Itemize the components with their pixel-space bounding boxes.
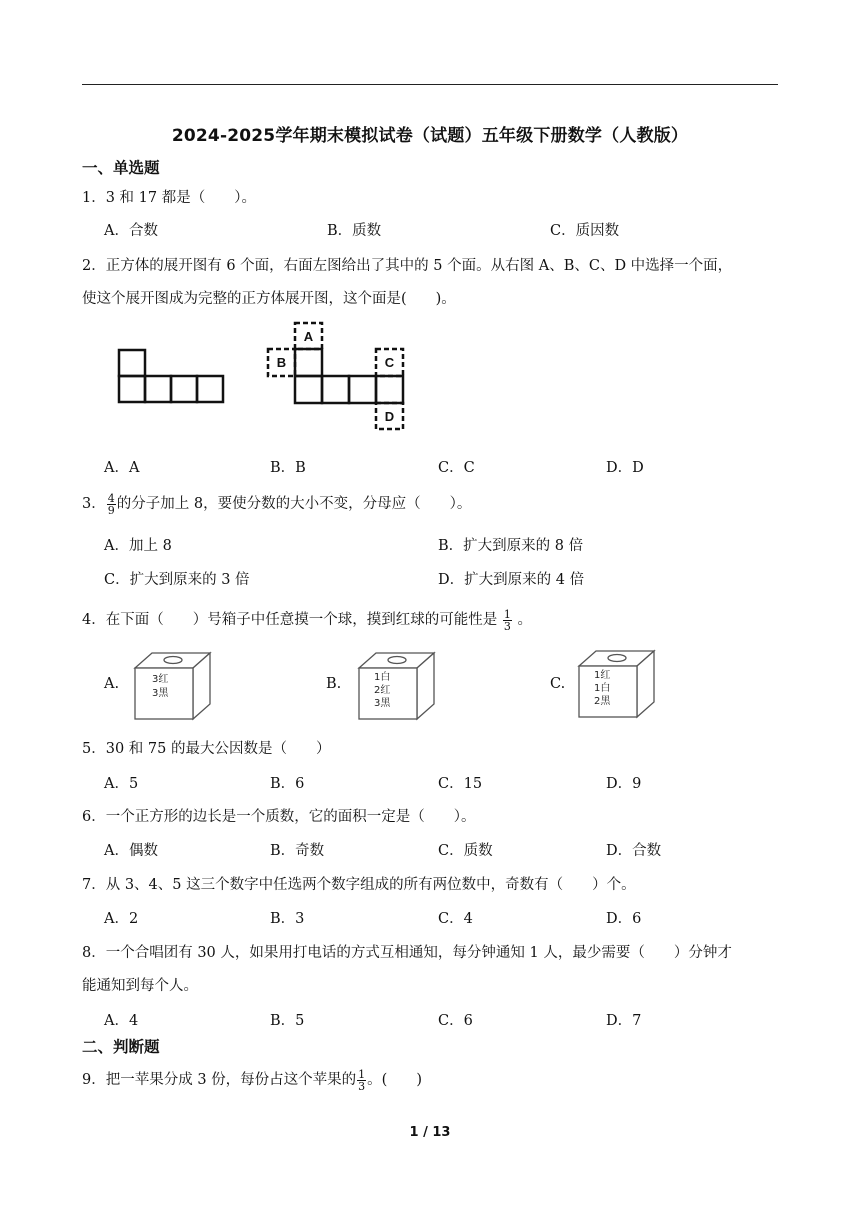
q9-text: 9．把一苹果分成 3 份，每份占这个苹果的: [82, 1072, 357, 1088]
q4-option-a: A.: [104, 676, 120, 692]
box-b-line-2: 2红: [374, 685, 391, 696]
q3-number: 3．: [82, 496, 106, 512]
q1-option-c: C．质因数: [550, 223, 620, 239]
net-label-c: C: [384, 355, 395, 370]
q7-option-a: A．2: [104, 911, 139, 927]
box-a-line-1: 3红: [152, 674, 169, 685]
ball-box-c: [574, 648, 656, 720]
q2-option-a: A．A: [104, 460, 140, 476]
q4-end: 。: [517, 612, 532, 628]
q6-option-d: D．合数: [606, 843, 662, 859]
question-3: [82, 492, 471, 516]
box-c-line-3: 2黑: [594, 696, 611, 707]
q3-frac-num: 4: [107, 491, 115, 505]
q2-option-b: B．B: [270, 460, 306, 476]
ball-box-b: [354, 650, 436, 722]
page-title: 2024-2025学年期末模拟试卷（试题）五年级下册数学（人教版）: [171, 126, 689, 146]
q8-option-c: C．6: [438, 1013, 473, 1029]
box-b-line-1: 1白: [374, 672, 391, 683]
question-2-line-1: 2．正方体的展开图有 6 个面，右面左图给出了其中的 5 个面。从右图 A、B、C、D 中选择一个面，: [82, 258, 733, 274]
q9-fraction: [357, 1069, 366, 1092]
cube-net-right-figure: [264, 320, 410, 432]
net-label-d: D: [384, 409, 395, 424]
q5-option-c: C．15: [438, 776, 483, 792]
q3-option-b: B．扩大到原来的 8 倍: [438, 538, 584, 554]
question-7: 7．从 3、4、5 这三个数字中任选两个数字组成的所有两位数中，奇数有（ ）个。: [82, 877, 636, 893]
q3-fraction: [107, 493, 116, 516]
q3-option-d: D．扩大到原来的 4 倍: [438, 572, 585, 588]
q2-option-c: C．C: [438, 460, 475, 476]
question-4: [82, 608, 532, 632]
q1-option-b: B．质数: [327, 223, 382, 239]
q5-option-b: B．6: [270, 776, 305, 792]
header-rule: [82, 84, 778, 85]
question-8-line-2: 能通知到每个人。: [82, 978, 198, 994]
net-label-b: B: [276, 355, 287, 370]
section-heading-single-choice: 一、单选题: [82, 159, 160, 177]
q4-fraction: [503, 609, 512, 632]
q3-text: 的分子加上 8，要使分数的大小不变，分母应（ ）。: [116, 496, 472, 512]
q7-option-b: B．3: [270, 911, 305, 927]
question-1: 1．3 和 17 都是（ ）。: [82, 190, 256, 206]
question-6: 6．一个正方形的边长是一个质数，它的面积一定是（ ）。: [82, 809, 476, 825]
q5-option-d: D．9: [606, 776, 642, 792]
question-2-line-2: 使这个展开图成为完整的正方体展开图，这个面是( )。: [82, 291, 456, 307]
q4-option-c: C.: [550, 676, 566, 692]
cube-net-left-figure: [112, 345, 232, 407]
q4-frac-num: 1: [503, 607, 511, 621]
q4-frac-den: 3: [503, 619, 511, 633]
q9-frac-den: 3: [358, 1079, 366, 1093]
box-c-line-1: 1红: [594, 670, 611, 681]
q1-option-a: A．合数: [104, 223, 158, 239]
q6-option-c: C．质数: [438, 843, 493, 859]
q6-option-b: B．奇数: [270, 843, 325, 859]
q8-option-b: B．5: [270, 1013, 305, 1029]
box-a-line-2: 3黑: [152, 688, 169, 699]
section-heading-judgment: 二、判断题: [82, 1038, 160, 1056]
question-5: 5．30 和 75 的最大公因数是（ ）: [82, 741, 331, 757]
box-c-line-2: 1白: [594, 683, 611, 694]
q5-option-a: A．5: [104, 776, 139, 792]
q7-option-c: C．4: [438, 911, 473, 927]
question-9: [82, 1068, 422, 1092]
question-8-line-1: 8．一个合唱团有 30 人，如果用打电话的方式互相通知，每分钟通知 1 人，最少需要（ ）分钟才: [82, 945, 732, 961]
q6-option-a: A．偶数: [104, 843, 158, 859]
q8-option-d: D．7: [606, 1013, 642, 1029]
q9-frac-num: 1: [358, 1067, 366, 1081]
q3-option-a: A．加上 8: [104, 538, 172, 554]
q4-text: 4．在下面（ ）号箱子中任意摸一个球，摸到红球的可能性是: [82, 612, 498, 628]
q4-option-b: B.: [326, 676, 342, 692]
q3-frac-den: 9: [107, 503, 115, 517]
net-label-a: A: [303, 329, 314, 344]
box-b-line-3: 3黑: [374, 698, 391, 709]
q3-option-c: C．扩大到原来的 3 倍: [104, 572, 250, 588]
q2-option-d: D．D: [606, 460, 644, 476]
ball-box-a: [130, 650, 212, 722]
page-number: 1 / 13: [409, 1125, 451, 1140]
q9-end: 。( ): [367, 1072, 422, 1088]
q7-option-d: D．6: [606, 911, 642, 927]
q8-option-a: A．4: [104, 1013, 139, 1029]
